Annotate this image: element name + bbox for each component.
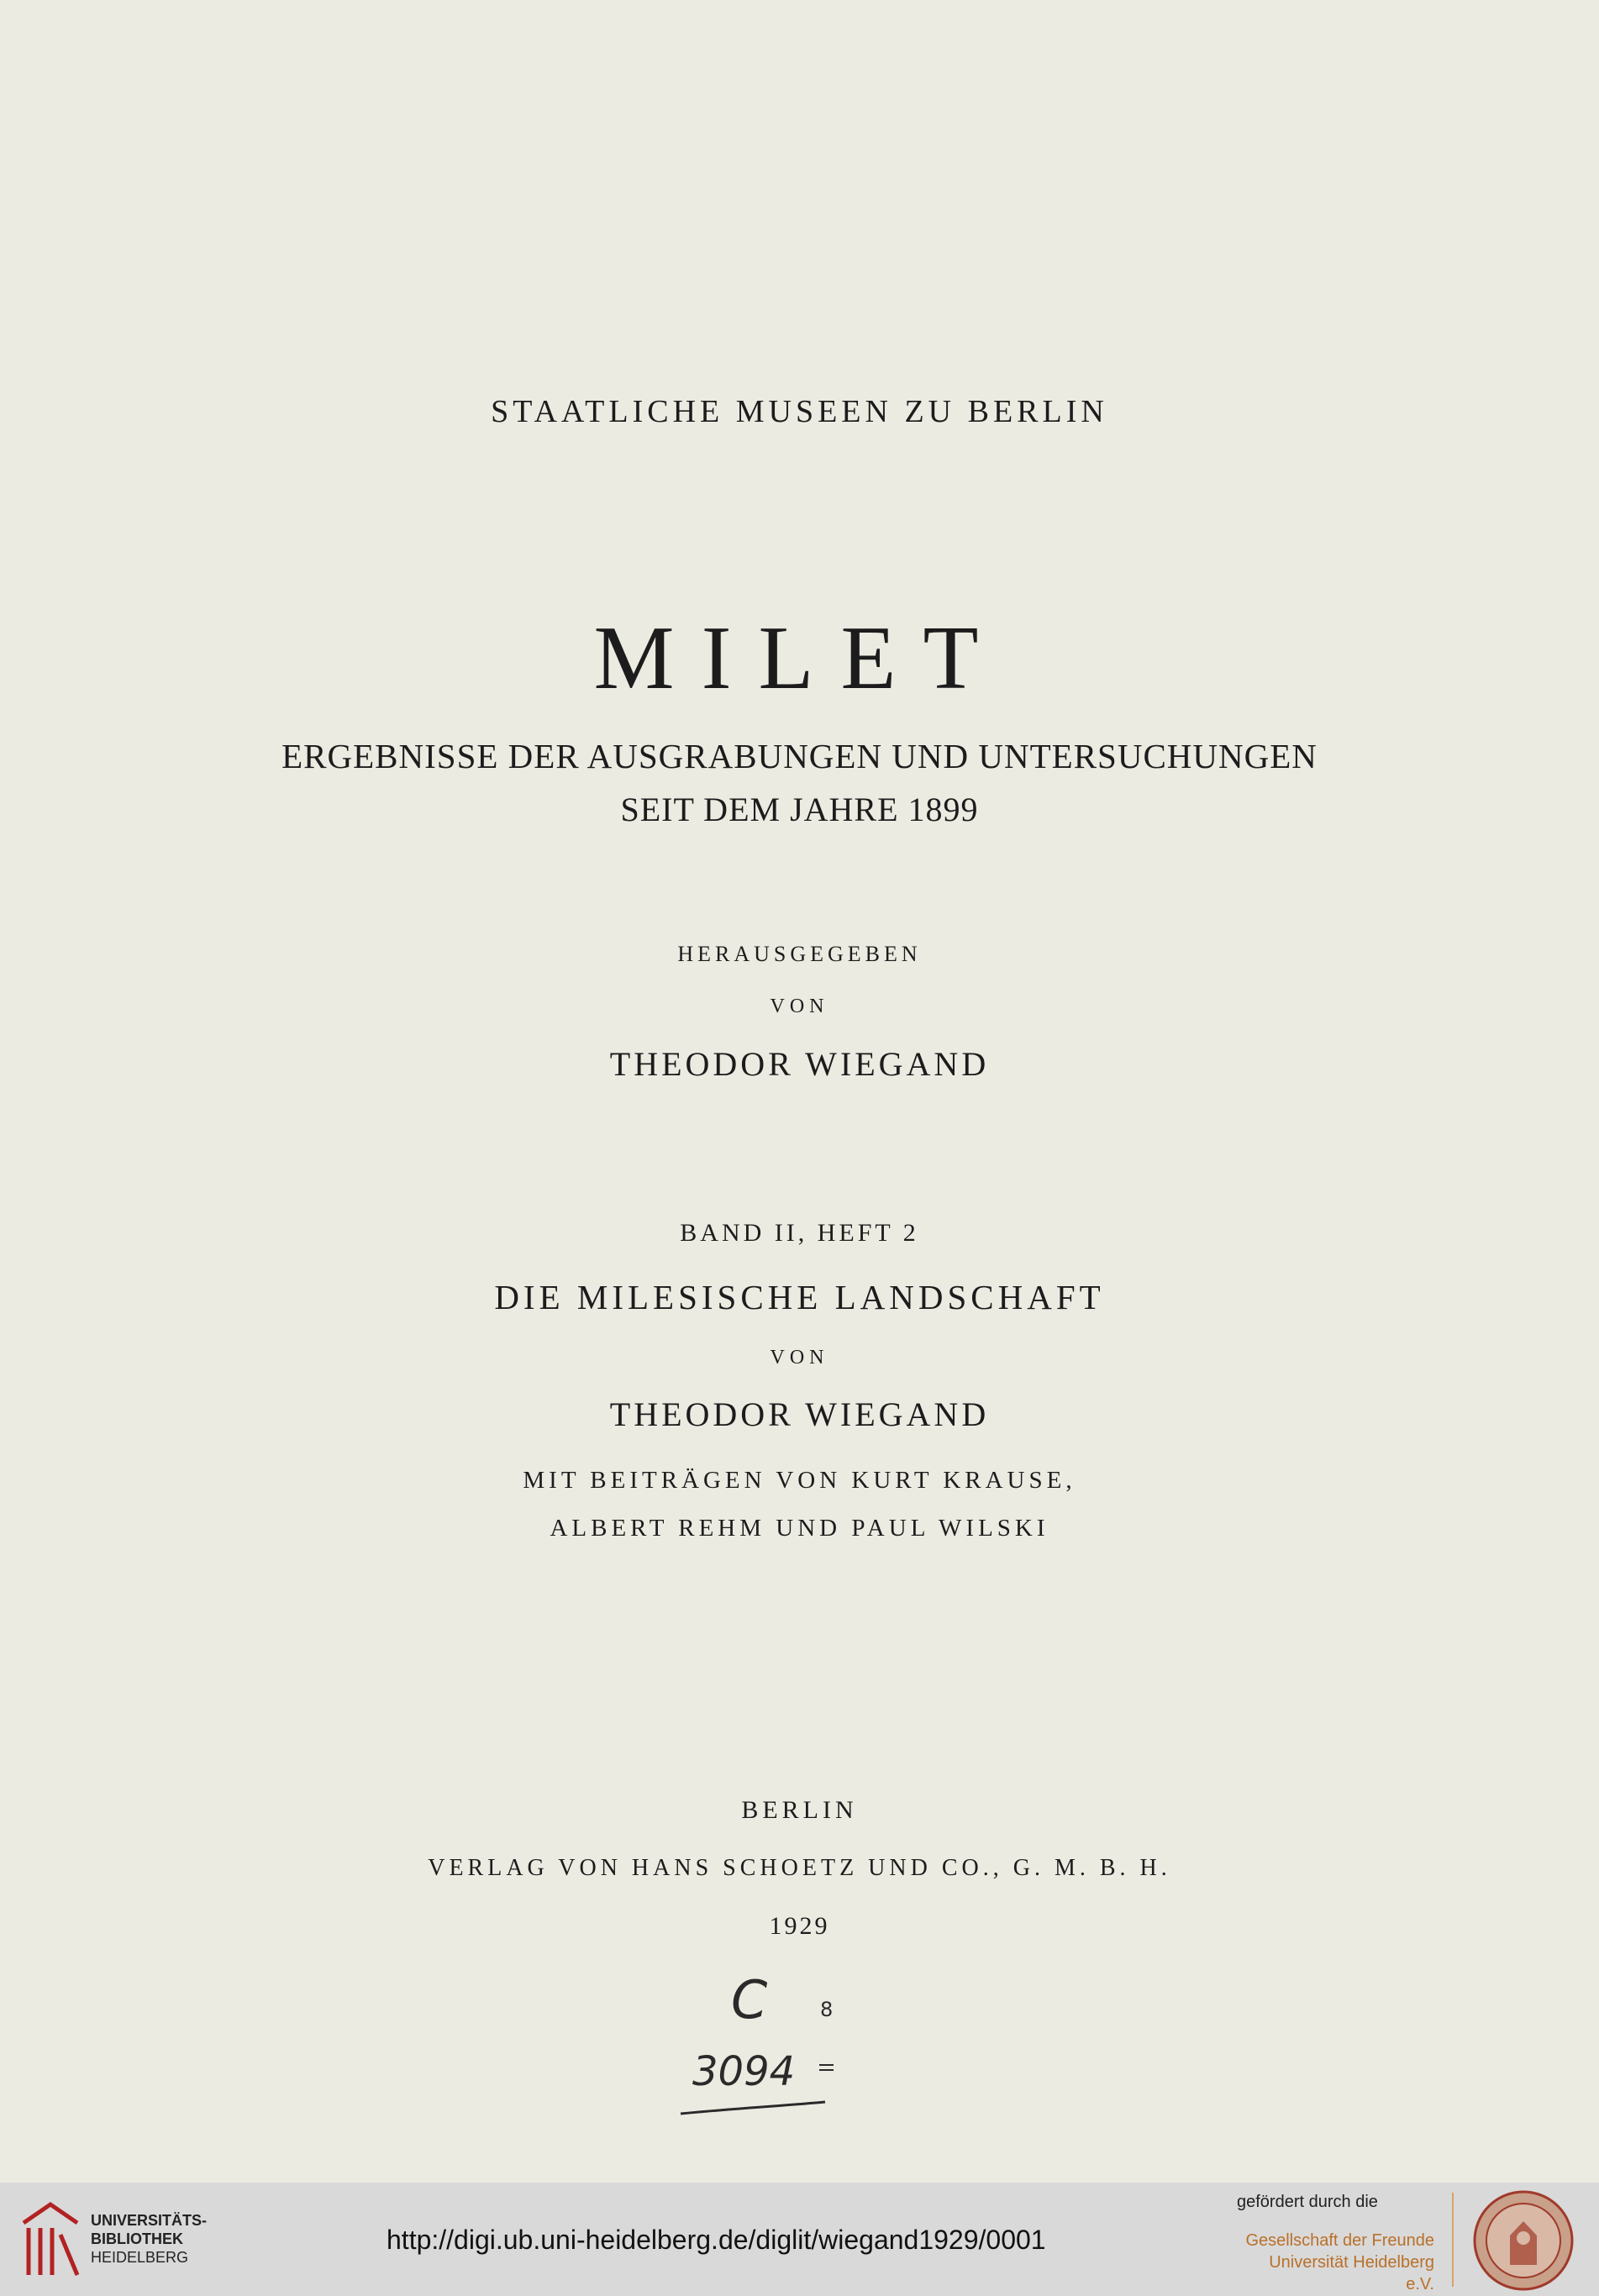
- library-name-line-3: HEIDELBERG: [91, 2249, 189, 2266]
- publication-city: BERLIN: [741, 1796, 858, 1824]
- volume-label: BAND II, HEFT 2: [680, 1219, 919, 1247]
- subtitle-line-2: SEIT DEM JAHRE 1899: [620, 791, 979, 828]
- sponsor-label: gefördert durch die: [1237, 2193, 1378, 2211]
- author-name: THEODOR WIEGAND: [609, 1395, 990, 1433]
- publisher-line: VERLAG VON HANS SCHOETZ UND CO., G. M. B. H.: [428, 1855, 1171, 1881]
- shelfmark-letter: C: [731, 1969, 768, 2031]
- sponsor-name-line-2: Universität Heidelberg e.V.: [1269, 2253, 1434, 2293]
- sponsor-name: [1237, 2230, 1434, 2295]
- shelfmark-underline: [681, 2102, 825, 2114]
- sponsor-name-line-1: Gesellschaft der Freunde: [1245, 2231, 1434, 2250]
- institution-heading: STAATLICHE MUSEEN ZU BERLIN: [491, 394, 1108, 429]
- shelfmark-superscript: 8: [820, 1998, 834, 2021]
- subtitle-line-1: ERGEBNISSE DER AUSGRABUNGEN UND UNTERSUCHUNGEN: [281, 737, 1318, 775]
- library-logo-icon: [17, 2198, 84, 2282]
- contributors-line-1: MIT BEITRÄGEN VON KURT KRAUSE,: [523, 1467, 1076, 1494]
- work-title: DIE MILESISCHE LANDSCHAFT: [494, 1278, 1105, 1316]
- library-name: [91, 2211, 207, 2267]
- publication-year: 1929: [769, 1912, 830, 1940]
- editor-name: THEODOR WIEGAND: [609, 1045, 990, 1083]
- von-label-2: VON: [770, 1347, 829, 1369]
- university-seal-icon: [1472, 2189, 1575, 2292]
- digitization-footer: [0, 2183, 1599, 2296]
- handwritten-shelfmark: [672, 1966, 857, 2125]
- von-label-1: VON: [770, 996, 829, 1017]
- library-name-line-1: UNIVERSITÄTS-: [91, 2212, 208, 2229]
- library-name-line-2: BIBLIOTHEK: [91, 2230, 183, 2247]
- edited-by-label: HERAUSGEGEBEN: [677, 942, 922, 966]
- permalink-url[interactable]: http://digi.ub.uni-heidelberg.de/diglit/wiegand1929/0001: [387, 2225, 1046, 2255]
- shelfmark-number: 3094: [692, 2048, 796, 2095]
- contributors-line-2: ALBERT REHM UND PAUL WILSKI: [550, 1515, 1049, 1542]
- main-title: MILET: [593, 608, 1006, 708]
- footer-divider: [1452, 2193, 1454, 2287]
